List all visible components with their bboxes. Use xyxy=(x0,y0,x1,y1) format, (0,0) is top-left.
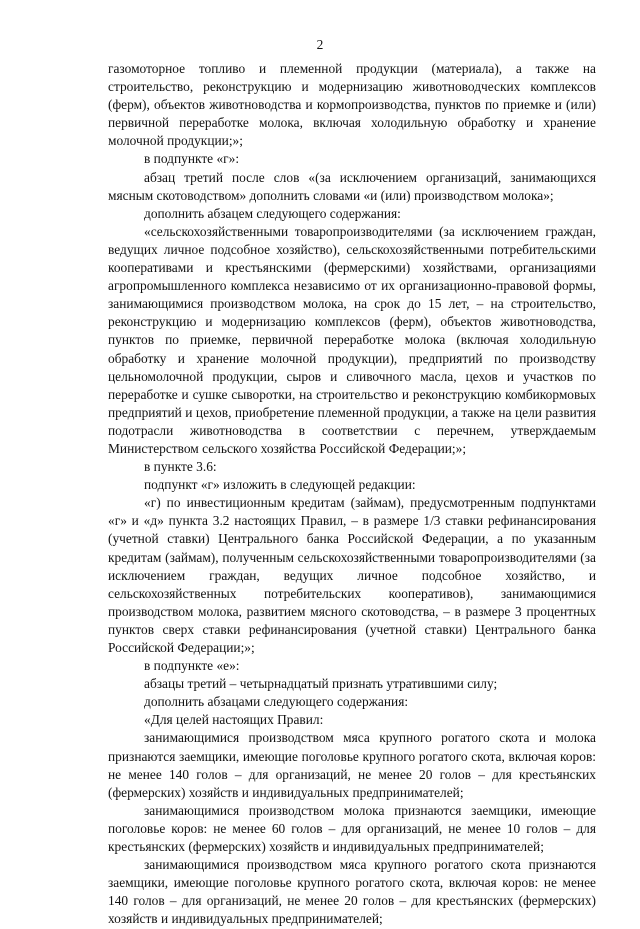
paragraph: абзац третий после слов «(за исключением организаций, занимающихся мясным скотоводством» дополнить словами «и (или) производством молока»; xyxy=(108,169,596,203)
paragraph: в подпункте «г»: xyxy=(144,151,240,167)
paragraph: абзацы третий – четырнадцатый признать утратившими силу; xyxy=(144,676,498,692)
paragraph: в подпункте «е»: xyxy=(144,658,240,674)
paragraph: подпункт «г» изложить в следующей редакции: xyxy=(144,477,416,493)
paragraph: дополнить абзацем следующего содержания: xyxy=(144,205,401,221)
paragraph: занимающимися производством мяса крупного рогатого скота и молока признаются заемщики, имеющие поголовье крупного рогатого скота, включая коров: не менее 140 голов – для организаций, не менее 20 голов – для крестьянских (фермерских) хозяйств и индивидуальных предпринимателей; xyxy=(108,730,596,800)
paragraph: «Для целей настоящих Правил: xyxy=(144,712,324,728)
paragraph: дополнить абзацами следующего содержания: xyxy=(144,694,409,710)
paragraph: занимающимися производством молока признаются заемщики, имеющие поголовье коров: не менее 60 голов – для организаций, не менее 10 голов – для крестьянских (фермерских) хозяйств и индивидуальных предпринимателей; xyxy=(108,802,596,855)
paragraph: занимающимися производством мяса крупного рогатого скота признаются заемщики, имеющие поголовье крупного рогатого скота, включая коров: не менее 140 голов – для организаций, не менее 20 голов – для крестьянских (фермерских) хозяйств и индивидуальных предпринимателей; xyxy=(108,857,596,927)
paragraph: в пункте 3.6: xyxy=(144,459,217,475)
page-number: 2 xyxy=(316,37,324,52)
document-body xyxy=(108,60,596,929)
paragraph: «г) по инвестиционным кредитам (займам), предусмотренным подпунктами «г» и «д» пункта 3.2 настоящих Правил, – в размере 1/3 ставки рефинансирования (учетной ставки) Центрального банка Российской Федерации, а по указанным кредитам (займам), полученным сельскохозяйственными товаропроизводителями (за исключением граждан, ведущих личное подсобное хозяйство, и сельскохозяйственных потребительских кооперативов), занимающимися производством молока, развитием мясного скотоводства, – в размере 3 процентных пунктов сверх ставки рефинансирования (учетной ставки) Центрального банка Российской Федерации;»; xyxy=(108,495,596,655)
paragraph: «сельскохозяйственными товаропроизводителями (за исключением граждан, ведущих личное подсобное хозяйство), сельскохозяйственными потребительскими кооперативами и крестьянскими (фермерскими) хозяйствами, организациями агропромышленного комплекса независимо от их организационно-правовой формы, занимающимися производством молока, на срок до 15 лет, – на строительство, реконструкцию и модернизацию комплексов (ферм), объектов животноводства, пунктов по приемке, первичной переработке молока (включая холодильную обработку и хранение молочной продукции), предприятий по производству цельномолочной продукции, сыров и сливочного масла, цехов и участков по переработке и сушке сыворотки, на строительство и реконструкцию комбикормовых предприятий и цехов, приобретение племенной продукции, а также на цели развития подотрасли животноводства в соответствии с перечнем, утверждаемым Министерством сельского хозяйства Российской Федерации;»; xyxy=(108,223,596,456)
paragraph-continuation: газомоторное топливо и племенной продукции (материала), а также на строительство, реконструкцию и модернизацию животноводческих комплексов (ферм), объектов животноводства и кормопроизводства, пунктов по приемке и (или) первичной переработке молока, включая холодильную обработку и хранение молочной продукции;»; xyxy=(108,61,596,149)
